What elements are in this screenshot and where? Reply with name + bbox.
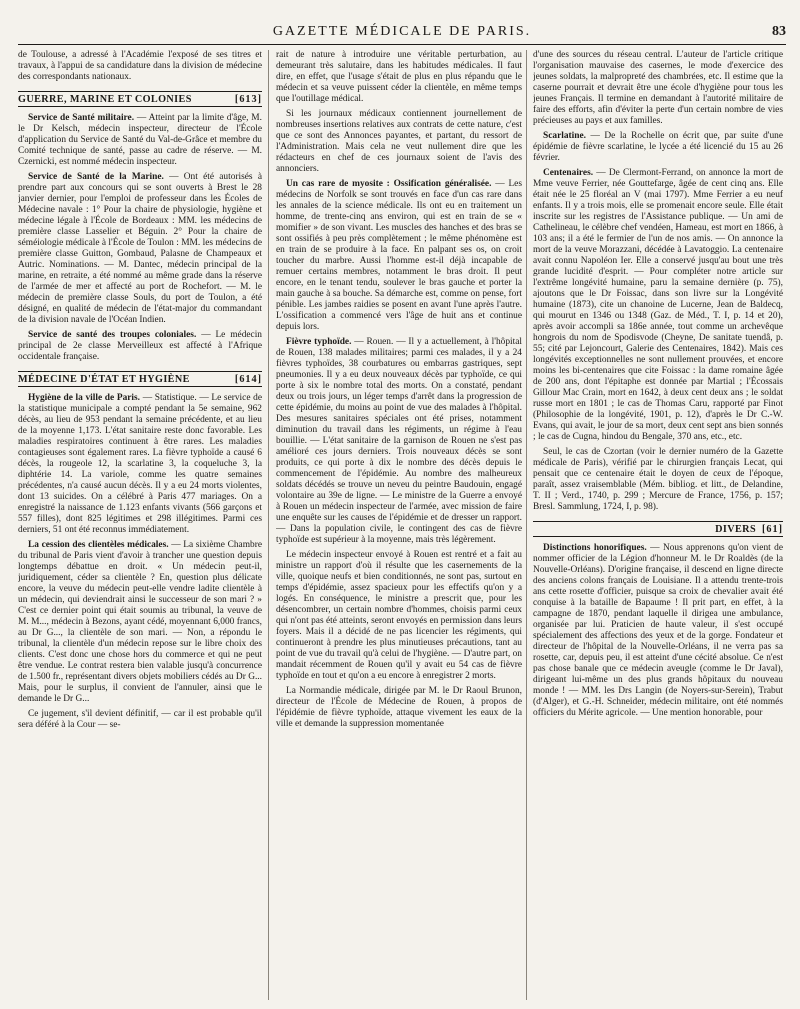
article-text: — Les médecins de Norfolk se sont trouvés en face d'un cas rare dans les annales de la science médicale. Ils ont eu en traitement un homme, de trente-cinq ans environ, qui est en train de se « momifier » de son vivant. Les muscles des hanches et des bras se sont ossifiés à peu près complètement ; le même phénomène est en train de se produire à la face. En palpant ses os, on croit toucher du marbre. Aussi l'homme est-il déjà incapable de remuer certains membres, notamment le bras droit. Il peut encore, en le tenant tendu, soulever le bras gauche et porter la main gauche à sa bouche. Sa démarche est, comme on pense, fort pénible. Les jambes raidies se posent en avant l'une après l'autre. L'ossification a commencé vers l'âge de huit ans et continue depuis lors. bbox=[276, 179, 522, 332]
column-right bbox=[533, 50, 783, 1000]
section-title: DIVERS bbox=[715, 524, 757, 535]
article-headline: Hygiène de la ville de Paris. bbox=[28, 393, 141, 403]
article-headline: Service de Santé de la Marine. bbox=[28, 172, 164, 182]
section-title: MÉDECINE D'ÉTAT ET HYGIÈNE bbox=[18, 374, 190, 385]
article-text: La Normandie médicale, dirigée par M. le Dr Raoul Brunon, directeur de l'École de Médecine de Rouen, à propos de l'épidémie de fièvre typhoïde, attaque vivement les eaux de la ville et demande la suppression momentanée bbox=[276, 686, 522, 729]
article-text: Le médecin inspecteur envoyé à Rouen est rentré et a fait au ministre un rapport d'où il résulte que les casernements de la ville, quoique neufs et bien conditionnés, ne sont pas, surtout en temps d'épidémie, assez spacieux pour les effectifs qu'on y a logés. En conséquence, le ministre a prescrit que, pour les désencombrer, un certain nombre d'hommes, choisis parmi ceux qui n'ont pas été atteints, seront envoyés en permission dans leurs foyers. Mais il a décidé de ne pas licencier les régiments, qui continueront à prendre les plus minutieuses précautions, tant au point de vue du travail qu'à celui de l'hygiène. — D'autre part, on mandait récemment de Rouen qu'il y avait eu 54 cas de fièvre typhoïde en tout et qu'on a eu encore à enregistrer 2 morts. bbox=[276, 550, 522, 681]
article-paragraph bbox=[276, 50, 522, 105]
article-paragraph bbox=[533, 168, 783, 443]
article-headline: Service de santé des troupes coloniales. bbox=[28, 330, 197, 340]
article-headline: Service de Santé militaire. bbox=[28, 113, 135, 123]
column-middle bbox=[276, 50, 522, 1000]
article-headline: La cession des clientèles médicales. bbox=[28, 540, 169, 550]
article-text: de Toulouse, a adressé à l'Académie l'exposé de ses titres et travaux, à l'appui de sa candidature dans la division de médecine des correspondants nationaux. bbox=[18, 50, 262, 82]
section-heading bbox=[18, 371, 262, 387]
article-text: — Atteint par la limite d'âge, M. le Dr Kelsch, médecin inspecteur, directeur de l'École d'application du Service de Santé du Val-de-Grâce et membre du Comité technique de santé, passe au cadre de réserve. — M. Czernicki, est nommé médecin inspecteur. bbox=[18, 113, 262, 167]
journal-title: GAZETTE MÉDICALE DE PARIS. bbox=[272, 24, 532, 39]
page-number: 83 bbox=[772, 24, 786, 39]
section-heading bbox=[533, 521, 783, 537]
column-left bbox=[18, 50, 262, 1000]
article-paragraph bbox=[533, 543, 783, 719]
article-paragraph bbox=[18, 330, 262, 363]
article-text: — De Clermont-Ferrand, on annonce la mort de Mme veuve Ferrier, née Gouttefarge, âgée de cent cinq ans. Elle était née le 25 floréal an V (mai 1797). Mme Ferrier a eu neuf enfants. Il y a trois mois, elle se promenait encore seule. Elle était inscrite sur les registres de l'Assistance publique. — Un ami de Cathelineau, le célèbre chef vendéen, Hameau, est mort en 1866, à 103 ans; il a été le fermier de l'un de nos amis. — On annonce la mort de la veuve Morazzani, décédée à Lavatoggio. La centenaire avait connu Napoléon Ier. Elle a conservé jusqu'au bout une très grande lucidité d'esprit. — Pour compléter notre article sur l'extrême longévité humaine, paru la semaine dernière (p. 75), ajoutons que le Dr Foissac, dans son livre sur la Longévité humaine (1873), cite un chanoine de Lucerne, Jean de Baldecq, qui mourut en 1346 ou 1348 (Gaz. de Méd., T. I, p. 14 et 20), après avoir accompli sa 186e année, tout comme un archevêque hongrois du nom de Spodisvode (Cheyne, De sanitate tuendâ, p. 55; cité par Lejoncourt, Galerie des Centenaires, 1842). Mais ces longévités exceptionnelles ne sont nullement prouvées, et encore moins les bi-centenaires que cite Foissac : la dame romaine âgée de 200 ans, dont l'épitaphe est donnée par Martial ; l'Écossais Gillour Mac Crain, mort en 1642, à deux cent deux ans ; le soldat russe mort en 1801 ; le cas de Thomas Caru, rapporté par Finot (Philosophie de la longévité, 1901, p. 12), d'après le Dr C.-W. Evans, qui avait, le jour de sa mort, deux cent sept ans bien sonnés ; le cas de Cugna, hindou du Bengale, 370 ans, etc., etc. bbox=[533, 168, 783, 442]
article-paragraph bbox=[276, 109, 522, 175]
article-paragraph bbox=[533, 50, 783, 127]
article-text: Ce jugement, s'il devient définitif, — car il est probable qu'il sera déféré à la Cour — se- bbox=[18, 709, 262, 730]
article-text: — Nous apprenons qu'on vient de nommer officier de la Légion d'honneur M. le Dr Roaldès (de la Nouvelle-Orléans). D'origine française, il descend en ligne directe des anciens colons français de Louisiane. Il a attendu trente-trois ans cette rosette d'officier, puisque sa croix de chevalier avait été conquise à la bataille de Bapaume ! Il prit part, en effet, à la campagne de 1870, pendant laquelle il dirigea une ambulance, organisée par lui. Praticien de haute valeur, il s'est occupé spécialement des affections des yeux et de la gorge. Fondateur et directeur de l'hôpital de la Nouvelle-Orléans, il ne verra pas sa rosette, car, depuis peu, il est atteint d'une cécité absolue. Ce n'est pas chose banale que ce médecin aveugle (comme le Dr Javal), dirigeant lui-même un des plus grands hôpitaux du nouveau monde ! — MM. les Drs Langin (de Noyers-sur-Serein), Trabut (d'Alger), et G.-H. Schneider, médecin militaire, ont été nommés officiers du Mérite agricole. — Une mention honorable, pour bbox=[533, 543, 783, 718]
article-text: rait de nature à introduire une véritable perturbation, au demeurant très salutaire, dans les habitudes médicales. Il faut dire, en effet, que l'usage s'était de plus en plus répandu que le médecin et sa veuve puissent céder la clientèle, en même temps que l'outillage médical. bbox=[276, 50, 522, 104]
article-paragraph bbox=[276, 337, 522, 546]
article-text: Si les journaux médicaux contiennent journellement de nombreuses insertions relatives aux contrats de cette nature, c'est que ce sont des Annonces payantes, et partant, du ressort de l'Administration. Mais cela ne veut nullement dire que les rédacteurs en chef de ces journaux soient de l'avis des annonciers. bbox=[276, 109, 522, 174]
article-paragraph bbox=[18, 172, 262, 326]
article-paragraph bbox=[18, 709, 262, 731]
article-paragraph bbox=[18, 540, 262, 705]
article-text: d'une des sources du réseau central. L'auteur de l'article critique l'organisation mauvaise des casernes, le mode d'exercice des jeunes soldats, la malpropreté des chambrées, etc. Il estime que la caserne pourrait et devrait être une école d'hygiène pour tous les jeunes Français. Il termine en demandant à l'autorité militaire de faire des efforts, afin d'éviter la perte d'un certain nombre de vies précieuses au pays et aux familles. bbox=[533, 50, 783, 126]
article-paragraph bbox=[276, 179, 522, 333]
article-paragraph bbox=[18, 393, 262, 536]
article-text: — Ont été autorisés à prendre part aux concours qui se sont ouverts à Brest le 28 janvier dernier, pour l'emploi de professeur dans les Écoles de Médecine navale : 1° Pour la chaire de physiologie, hygiène et médecine légale à l'École de Bordeaux : MM. les médecins de première classe Lasselier et Béguin. 2° Pour la chaire de séméiologie médicale à l'École de Toulon : MM. les médecins de première classe Guitton, Gombaud, Palasne de Champeaux et Autric. Nominations. — M. Dantec, médecin principal de la marine, en retraite, a été nommé au même grade dans la réserve de l'armée de mer et affecté au port de Rochefort. — M. le médecin de première classe Souls, du port de Toulon, a été désigné, en qualité de médecin de l'état-major du commandant de la division navale de l'Océan Indien. bbox=[18, 172, 262, 325]
section-heading bbox=[18, 91, 262, 107]
article-text: — Le médecin principal de 2e classe Merveilleux est affecté à l'Afrique occidentale française. bbox=[18, 330, 262, 362]
section-title: GUERRE, MARINE ET COLONIES bbox=[18, 94, 192, 105]
article-text: — Statistique. — Le service de la statistique municipale a compté pendant la 5e semaine, 962 décès, au lieu de 953 pendant la semaine précédente, et au lieu de la moyenne 1,173. L'état sanitaire reste donc favorable. Les maladies respiratoires continuent à être rares. Les maladies contagieuses sont également rares. La fièvre typhoïde a causé 6 décès, la rougeole 12, la scarlatine 3, la coqueluche 3, la diphtérie 14. La variole, comme les quatre semaines précédentes, n'a causé aucun décès. Il y a eu 24 morts violentes, dont 13 suicides. On a célébré à Paris 477 mariages. On a enregistré la naissance de 1.123 enfants vivants (566 garçons et 557 filles), dont 825 légitimes et 298 illégitimes. Parmi ces derniers, 51 ont été reconnus immédiatement. bbox=[18, 393, 262, 535]
section-code: [613] bbox=[234, 94, 262, 105]
article-text: — La sixième Chambre du tribunal de Paris vient d'avoir à trancher une question depuis longtemps débattue en droit. « Un médecin peut-il, juridiquement, céder sa clientèle ? En, question plus délicate encore, la veuve du médecin peut-elle vendre ladite clientèle à un médecin, qui deviendrait ainsi le successeur de son mari ? » C'est ce dernier point qui était soumis au tribunal, la veuve de M. M..., médecin à Bezons, ayant cédé, moyennant 6,000 francs, au Dr G..., la clientèle de son mari. — Non, a répondu le tribunal, la clientèle d'un médecin repose sur le libre choix des clients. C'est donc une chose hors du commerce et qui ne peut être vendue. Le contrat restera bien valable jusqu'à concurrence de 1.500 fr., représentant divers objets mobiliers cédés au Dr G... Mais, pour le surplus, il convient de l'annuler, ainsi que le demande le Dr G... bbox=[18, 540, 262, 704]
article-headline: Scarlatine. bbox=[543, 131, 586, 141]
article-headline: Distinctions honorifiques. bbox=[543, 543, 647, 553]
article-headline: Centenaires. bbox=[543, 168, 594, 178]
column-divider bbox=[526, 50, 527, 1000]
column-divider bbox=[268, 50, 269, 1000]
article-text: — De la Rochelle on écrit que, par suite d'une épidémie de fièvre scarlatine, le lycée a été licencié du 15 au 26 février. bbox=[533, 131, 783, 163]
article-paragraph bbox=[18, 50, 262, 83]
article-headline: Un cas rare de myosite : Ossification généralisée. bbox=[286, 179, 492, 189]
article-paragraph bbox=[18, 113, 262, 168]
article-text: Seul, le cas de Czortan (voir le dernier numéro de la Gazette médicale de Paris), vérifié par le chirurgien français Lecat, qui pensait que ce centenaire était le doyen de ceux de l'époque, paraît, assez vraisemblable (Mém. bibliog. et litt., de Delandine, T. II ; Verd., 1740, p. 299 ; Mercure de France, 1756, p. 157; Bresl. Sammlung, 1724, I, p. 98). bbox=[533, 447, 783, 512]
article-text: — Rouen. — Il y a actuellement, à l'hôpital de Rouen, 138 malades militaires; parmi ces malades, il y a 24 fièvres typhoïdes, 38 courbatures ou embarras gastriques, sept pneumonies. Il y a eu deux nouveaux décès par typhoïde, ce qui porte à six le nombre total des morts. On a constaté, pendant deux ou trois jours, un léger temps d'arrêt dans la progression de cette épidémie, du moins au point de vue des malades à l'hôpital. Des mesures sanitaires spéciales ont été prises, notamment diminution du travail dans les régiments, un régime à l'eau bouillie. — L'état sanitaire de la garnison de Rouen ne s'est pas amélioré ces jours derniers. Trois nouveaux décès se sont produits, ce qui porte à dix le nombre des décès depuis le commencement de l'épidémie. Au nombre des malheureux soldats décédés se trouve un neveu du peintre Baudouin, engagé volontaire au 39e de ligne. — Le ministre de la Guerre a envoyé à Rouen un médecin inspecteur de l'armée, avec mission de faire une enquête sur les causes de l'épidémie et de dresser un rapport. — Dans la population civile, le contingent des cas de fièvre typhoïde est supérieur à la moyenne, mais très légèrement. bbox=[276, 337, 522, 545]
article-paragraph bbox=[276, 550, 522, 682]
article-paragraph bbox=[276, 686, 522, 730]
article-paragraph bbox=[533, 447, 783, 513]
article-headline: Fièvre typhoïde. bbox=[286, 337, 352, 347]
section-code: [614] bbox=[234, 374, 262, 385]
section-code: [61] bbox=[762, 524, 783, 535]
running-header bbox=[18, 22, 786, 45]
article-paragraph bbox=[533, 131, 783, 164]
